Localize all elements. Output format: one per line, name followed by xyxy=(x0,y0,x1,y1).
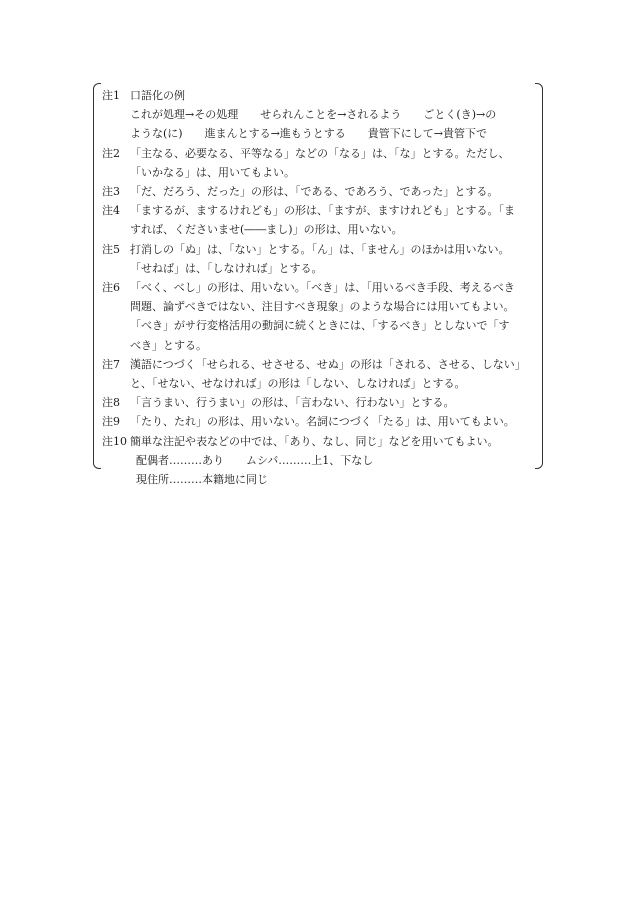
note-9 xyxy=(102,412,548,431)
left-bracket xyxy=(93,83,101,469)
note-line: これが処理→その処理 せられんことを→されるよう ごとく(き)→の xyxy=(130,108,497,122)
note-body xyxy=(130,393,548,412)
note-line: 「たり、たれ」の形は、用いない。名詞につづく「たる」は、用いてもよい。 xyxy=(130,415,515,429)
note-line: 「まするが、まするけれども」の形は、「ますが、ますけれども」とする。「ま xyxy=(130,204,515,218)
note-line: 口語化の例 xyxy=(130,89,185,102)
notes-block xyxy=(102,86,548,489)
note-4 xyxy=(102,201,548,239)
note-line: ような(に) 進まんとする→進もうとする 貴管下にして→貴管下で xyxy=(130,127,488,141)
note-label: 注9 xyxy=(102,415,120,429)
note-line: と、「せない、せなければ」の形は「しない、しなければ」とする。 xyxy=(130,377,466,391)
note-body xyxy=(130,432,548,490)
note-8 xyxy=(102,393,548,412)
note-label: 注1 xyxy=(102,89,120,102)
note-3 xyxy=(102,182,548,201)
note-body xyxy=(130,355,548,393)
note-label: 注7 xyxy=(102,357,120,371)
note-body xyxy=(130,412,548,431)
note-2 xyxy=(102,144,548,182)
note-body xyxy=(130,240,548,278)
example-line: 現住所………本籍地に同じ xyxy=(136,473,268,487)
note-line: 漢語につづく「せられる、せさせる、せぬ」の形は「される、させる、しない」 xyxy=(130,357,526,371)
note-line: 「せねば」は、「しなければ」とする。 xyxy=(130,261,323,275)
note-line: 「いかなる」は、用いてもよい。 xyxy=(130,165,295,179)
note-label: 注6 xyxy=(102,281,120,295)
note-label: 注3 xyxy=(102,185,120,199)
note-line: べき」とする。 xyxy=(130,338,207,352)
note-body xyxy=(130,278,548,355)
note-10 xyxy=(102,432,548,490)
note-5 xyxy=(102,240,548,278)
note-label: 注8 xyxy=(102,396,120,410)
note-line: 打消しの「ぬ」は、「ない」とする。「ん」は、「ません」のほかは用いない。 xyxy=(130,242,510,256)
note-label: 注5 xyxy=(102,242,120,256)
note-line: 「言うまい、行うまい」の形は、「言わない、行わない」とする。 xyxy=(130,396,455,410)
note-label: 注4 xyxy=(102,204,120,218)
note-7 xyxy=(102,355,548,393)
note-line: 「べく、べし」の形は、用いない。「べき」は、「用いるべき手段、考えるべき xyxy=(130,281,515,295)
note-6 xyxy=(102,278,548,355)
note-body xyxy=(130,182,548,201)
note-label: 注2 xyxy=(102,146,120,160)
note-body xyxy=(130,201,548,239)
note-line: 問題、論ずべきではない、注目すべき現象」のような場合には用いてもよい。 xyxy=(130,300,515,314)
note-body xyxy=(130,144,548,182)
note-line: 「べき」がサ行変格活用の動詞に続くときには、「するべき」としないで「す xyxy=(130,319,510,333)
note-line: 簡単な注記や表などの中では、「あり、なし、同じ」などを用いてもよい。 xyxy=(130,434,499,448)
note-label: 注10 xyxy=(102,434,127,448)
note-line: すれば、くださいませ(――まし)」の形は、用いない。 xyxy=(130,223,403,237)
note-line: 「主なる、必要なる、平等なる」などの「なる」は、「な」とする。ただし、 xyxy=(130,146,510,160)
note-1 xyxy=(102,86,548,144)
example-line: 配偶者………あり ムシバ………上1、下なし xyxy=(136,453,374,467)
note-line: 「だ、だろう、だった」の形は、「である、であろう、であった」とする。 xyxy=(130,185,499,199)
note-body xyxy=(130,86,548,144)
